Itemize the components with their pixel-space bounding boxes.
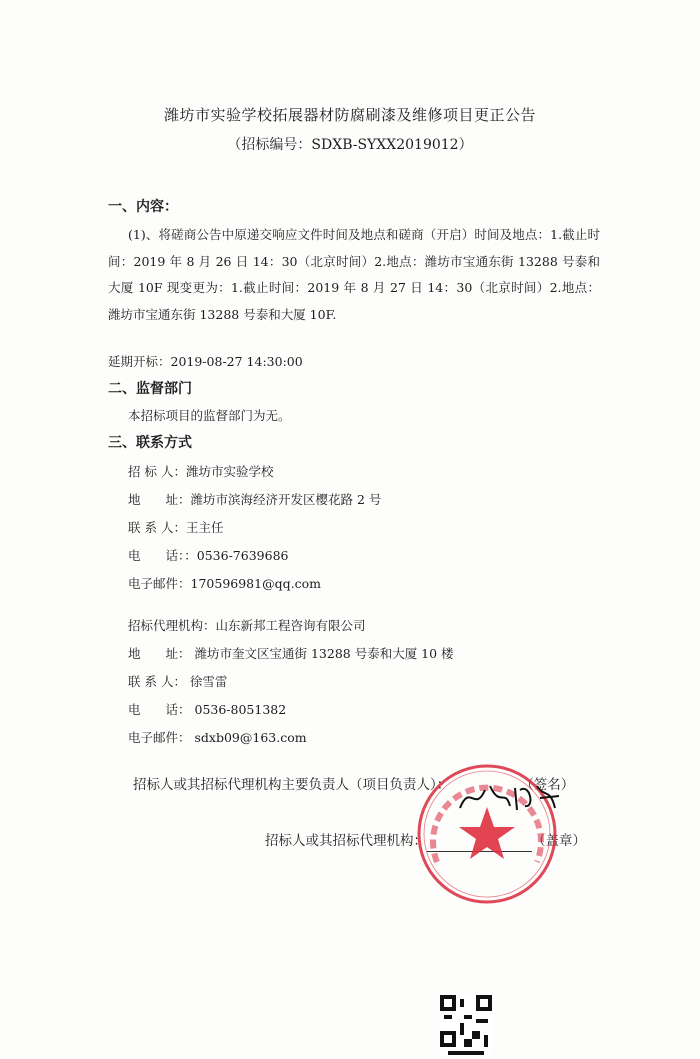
value: 山东新邦工程咨询有限公司 (215, 618, 366, 633)
value: 王主任 (185, 520, 224, 535)
value: 潍坊市滨海经济开发区樱花路 2 号 (190, 492, 382, 507)
section-2-heading: 二、监督部门 (108, 381, 192, 397)
tenderer-address-row (128, 490, 600, 510)
value: 潍坊市奎文区宝通街 13288 号泰和大厦 10 楼 (190, 646, 454, 661)
section-3-heading: 三、联系方式 (108, 435, 192, 451)
section-1-paragraph: (1)、将磋商公告中原递交响应文件时间及地点和磋商（开启）时间及地点：1.截止时间：2019 年 8 月 26 日 14：30（北京时间）2.地点：潍坊市宝通东街 13288 号泰和大厦 10F 现变更为：1.截止时间：2019 年 8 月 27 日 14：30（北京时间）2.地点：潍坊市宝通东街 13288 号泰和大厦 10F. (108, 227, 600, 322)
value: sdxb09@163.com (190, 730, 307, 745)
label: 电子邮件： (128, 730, 191, 745)
tenderer-email-row (128, 574, 600, 594)
tenderer-contact-row (128, 518, 600, 538)
tender-number: （招标编号：SDXB-SYXX2019012） (227, 137, 473, 153)
seal-line (265, 830, 700, 852)
label: 联 系 人： (128, 520, 186, 535)
seal-suffix: （盖章） (532, 833, 586, 849)
value: 170596981@qq.com (190, 576, 321, 591)
agency-address-row (128, 644, 600, 664)
value: ：0536-7639686 (184, 548, 289, 563)
qr-code (440, 994, 492, 1059)
tenderer-phone-row (128, 546, 600, 566)
label: 招 标 人： (128, 464, 186, 479)
seal-label: 招标人或其招标代理机构： (265, 833, 427, 849)
document-title: 潍坊市实验学校拓展器材防腐刷漆及维修项目更正公告 (163, 106, 536, 124)
label: 电 话： (128, 702, 191, 717)
seal-blank (427, 837, 532, 852)
label: 联 系 人： (128, 674, 186, 689)
agency-phone-row (128, 700, 600, 720)
agency-contact-row (128, 672, 600, 692)
agency-email-row (128, 728, 600, 748)
supervision-text: 本招标项目的监督部门为无。 (128, 408, 291, 423)
label: 电子邮件： (128, 576, 191, 591)
label: 电 话： (128, 548, 185, 563)
tenderer-name-row (128, 462, 600, 482)
signature-label: 招标人或其招标代理机构主要负责人（项目负责人）： (133, 777, 451, 793)
label: 地 址： (128, 646, 191, 661)
signature-suffix: （签名） (520, 777, 575, 793)
value: 0536-8051382 (190, 702, 287, 717)
agency-name-row (128, 616, 600, 636)
value: 徐雪雷 (185, 674, 228, 689)
postpone-opening: 延期开标：2019-08-27 14:30:00 (108, 354, 303, 369)
value: 潍坊市实验学校 (185, 464, 274, 479)
label: 地 址： (128, 492, 191, 507)
label: 招标代理机构： (128, 618, 216, 633)
signature-line (133, 774, 700, 796)
section-1-heading: 一、内容： (108, 199, 178, 215)
